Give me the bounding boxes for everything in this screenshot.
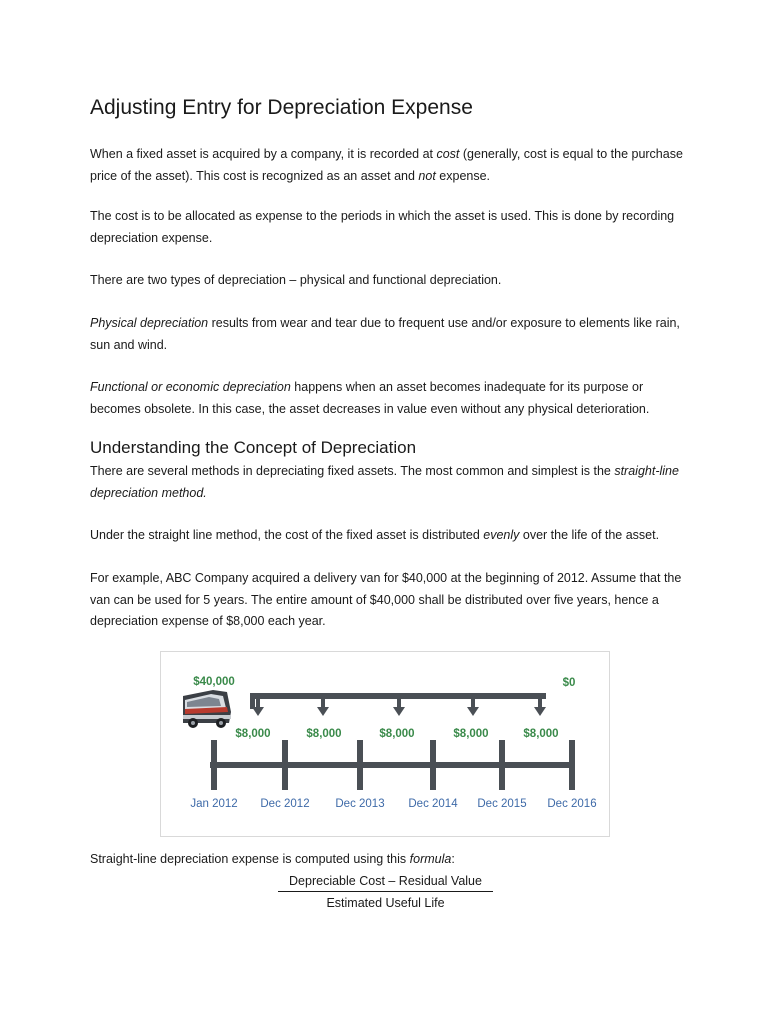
amount-label-2: $8,000 — [306, 728, 342, 740]
emphasis-formula: formula — [409, 852, 452, 866]
paragraph-functional — [90, 377, 686, 420]
date-label-4: Dec 2014 — [408, 798, 458, 810]
paragraph-example: For example, ABC Company acquired a delivery van for $40,000 at the beginning of 2012. Assume that the van can be used for 5 years. The entire amount of $40,000 shall be distributed over five years, hence a depreciation expense of $8,000 each year. — [90, 571, 682, 628]
van-icon — [183, 690, 231, 728]
distribution-bar-left-end — [250, 693, 255, 709]
text: happens when an asset becomes inadequate for its purpose or becomes obsolete. In this case, the asset decreases in value even without any physical deterioration. — [90, 380, 650, 416]
emphasis-cost: cost — [436, 147, 460, 161]
down-arrow-5 — [534, 698, 546, 716]
down-arrow-3 — [393, 698, 405, 716]
paragraph-asset-cost — [90, 144, 686, 187]
timeline-tick-5 — [499, 740, 505, 790]
date-label-6: Dec 2016 — [547, 798, 597, 810]
paragraph-methods — [90, 461, 686, 504]
emphasis-not: not — [418, 168, 436, 183]
date-label-2: Dec 2012 — [260, 798, 310, 810]
paragraph-physical — [90, 313, 686, 356]
text: Under the straight line method, the cost of the fixed asset is distributed — [90, 528, 484, 542]
paragraph-types: There are two types of depreciation – physical and functional depreciation. — [90, 273, 502, 287]
text: (generally, cost is equal to the purchase price of the asset). This cost is recognized as an asset and — [90, 147, 683, 183]
date-label-5: Dec 2015 — [477, 798, 527, 810]
text: : — [451, 852, 455, 866]
depreciation-formula — [278, 873, 493, 911]
text: over the life of the asset. — [519, 528, 660, 542]
section-heading: Understanding the Concept of Depreciation — [90, 438, 417, 457]
text: When a fixed asset is acquired by a company, it is recorded at — [90, 147, 437, 161]
date-label-1: Jan 2012 — [190, 798, 238, 810]
amount-label-3: $8,000 — [379, 728, 415, 740]
timeline-axis — [210, 762, 575, 768]
paragraph-formula-intro — [90, 849, 686, 871]
formula-denominator: Estimated Useful Life — [326, 896, 445, 910]
down-arrow-2 — [317, 698, 329, 716]
amount-label-1: $8,000 — [235, 728, 271, 740]
emphasis-physical: Physical depreciation — [90, 316, 209, 330]
formula-numerator: Depreciable Cost – Residual Value — [278, 873, 493, 892]
text: Straight-line depreciation expense is computed using this — [90, 852, 410, 866]
depreciation-timeline-figure — [160, 651, 610, 837]
timeline-tick-1 — [211, 740, 217, 790]
text: results from wear and tear due to frequent use and/or exposure to elements like rain, sun and wind. — [90, 316, 680, 352]
down-arrows — [252, 698, 546, 716]
text: There are several methods in depreciating fixed assets. The most common and simplest is the — [90, 464, 615, 478]
amount-label-5: $8,000 — [523, 728, 559, 740]
down-arrow-4 — [467, 698, 479, 716]
timeline-tick-4 — [430, 740, 436, 790]
timeline-svg — [161, 652, 609, 836]
timeline-tick-2 — [282, 740, 288, 790]
amount-label-4: $8,000 — [453, 728, 489, 740]
emphasis-functional: Functional or economic depreciation — [90, 380, 291, 394]
amount-labels — [235, 728, 558, 740]
emphasis-evenly: evenly — [483, 528, 520, 542]
text: expense. — [435, 168, 491, 183]
paragraph-straight-line — [90, 525, 686, 547]
paragraph-allocation: The cost is to be allocated as expense to the periods in which the asset is used. This is done by recording depreciation expense. — [90, 209, 675, 245]
date-labels — [190, 798, 596, 810]
page-title: Adjusting Entry for Depreciation Expense — [90, 96, 473, 119]
timeline-tick-6 — [569, 740, 575, 790]
start-value-label: $40,000 — [193, 676, 235, 688]
emphasis-method: straight-line depreciation method. — [90, 464, 679, 500]
timeline-tick-3 — [357, 740, 363, 790]
end-value-label: $0 — [562, 677, 576, 689]
date-label-3: Dec 2013 — [335, 798, 385, 810]
